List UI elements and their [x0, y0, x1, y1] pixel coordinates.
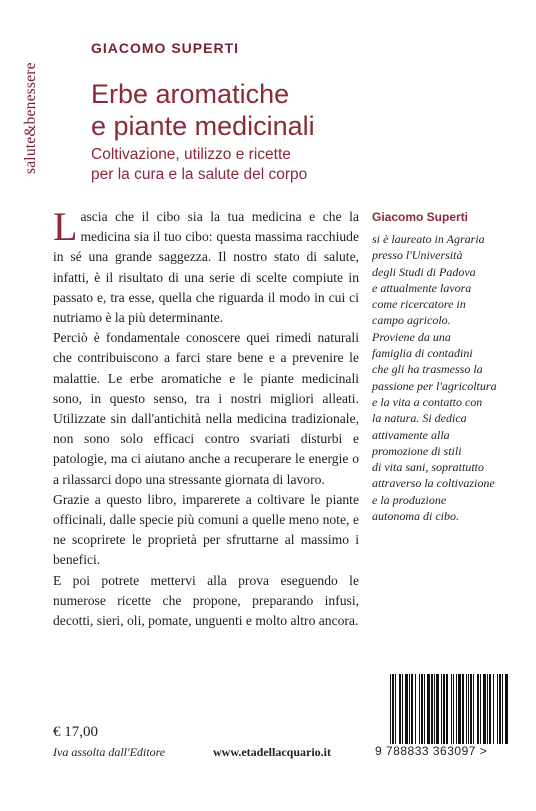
- book-subtitle: [91, 145, 307, 185]
- book-title: [91, 78, 315, 142]
- isbn-digits: 9 788833 363097 >: [375, 744, 488, 758]
- blurb-paragraph-4: E poi potrete mettervi alla prova eseguendo le numerose ricette che propone, preparando infusi, decotti, sieri, oli, pomate, unguenti e molto altro ancora.: [53, 572, 359, 629]
- bio-line: si è laureato in Agraria: [372, 232, 485, 246]
- blurb-paragraph-3: Grazie a questo libro, imparerete a coltivare le piante officinali, dalle specie più comuni a quelle meno note, e ne scoprirete le proprietà per sfruttarne al massimo i benefici.: [53, 491, 359, 568]
- bio-line: e la produzione: [372, 492, 447, 507]
- bio-line: famiglia di contadini: [372, 346, 473, 361]
- publisher-website: www.etadellacquario.it: [213, 745, 331, 759]
- bio-line: di vita sani, soprattutto: [372, 460, 485, 475]
- author-bio: [372, 210, 522, 524]
- blurb-paragraph-1: [53, 204, 359, 328]
- author-name-header: GIACOMO SUPERTI: [91, 40, 240, 56]
- bio-line: degli Studi di Padova: [372, 264, 476, 279]
- subtitle-line-2: per la cura e la salute del corpo: [91, 166, 308, 183]
- bio-text: [372, 231, 522, 524]
- blurb-text: [53, 204, 359, 631]
- subtitle-line-1: Coltivazione, utilizzo e ricette: [91, 146, 291, 163]
- vat-notice: Iva assolta dall'Editore: [53, 745, 166, 759]
- bio-line: autonoma di cibo.: [372, 509, 459, 524]
- bio-line: passione per l'agricoltura: [372, 378, 497, 393]
- series-label: [20, 46, 50, 176]
- title-line-2: e piante medicinali: [91, 111, 315, 141]
- bio-line: campo agricolo.: [372, 313, 451, 328]
- series-label-text: salute&benessere: [22, 62, 39, 174]
- bio-line: attivamente alla: [372, 427, 450, 442]
- bio-author-name: Giacomo Superti: [372, 210, 469, 224]
- price: € 17,00: [53, 724, 98, 740]
- bio-line: Proviene da una: [372, 329, 451, 344]
- bio-line: e la vita a contatto con: [372, 394, 483, 409]
- bio-line: attraverso la coltivazione: [372, 476, 495, 491]
- title-line-1: Erbe aromatiche: [91, 79, 290, 109]
- bio-line: e attualmente lavora: [372, 280, 472, 295]
- bio-line: promozione di stili: [372, 443, 462, 458]
- isbn-barcode: [390, 674, 508, 744]
- blurb-paragraph-2: Perciò è fondamentale conoscere quei rimedi naturali che contribuiscono a farci stare bene e a prevenire le malattie. Le erbe aromatiche e le piante medicinali sono, in questo senso, tra i nostri migliori alleati. Utilizzate sin dall'antichità nella medicina tradizionale, non sono solo efficaci contro svariati disturbi e patologie, ma ci aiutano anche a recuperare le energie o a rilassarci dopo una stressante giornata di lavoro.: [53, 330, 359, 487]
- bio-line: presso l'Università: [372, 248, 463, 263]
- drop-cap: L: [53, 204, 78, 249]
- bio-line: come ricercatore in: [372, 297, 466, 312]
- bio-line: che gli ha trasmesso la: [372, 362, 483, 377]
- blurb-paragraph-1-text: ascia che il cibo sia la tua medicina e che la medicina sia il tuo cibo: questa massima racchiude in sé una grande saggezza. Il nostro stato di salute, infatti, è il risultato di una serie di scelte compiute in passato e, tra esse, quella che riguarda il modo in cui ci nutriamo è la più determinante.: [53, 209, 359, 326]
- bio-line: la natura. Si dedica: [372, 411, 467, 426]
